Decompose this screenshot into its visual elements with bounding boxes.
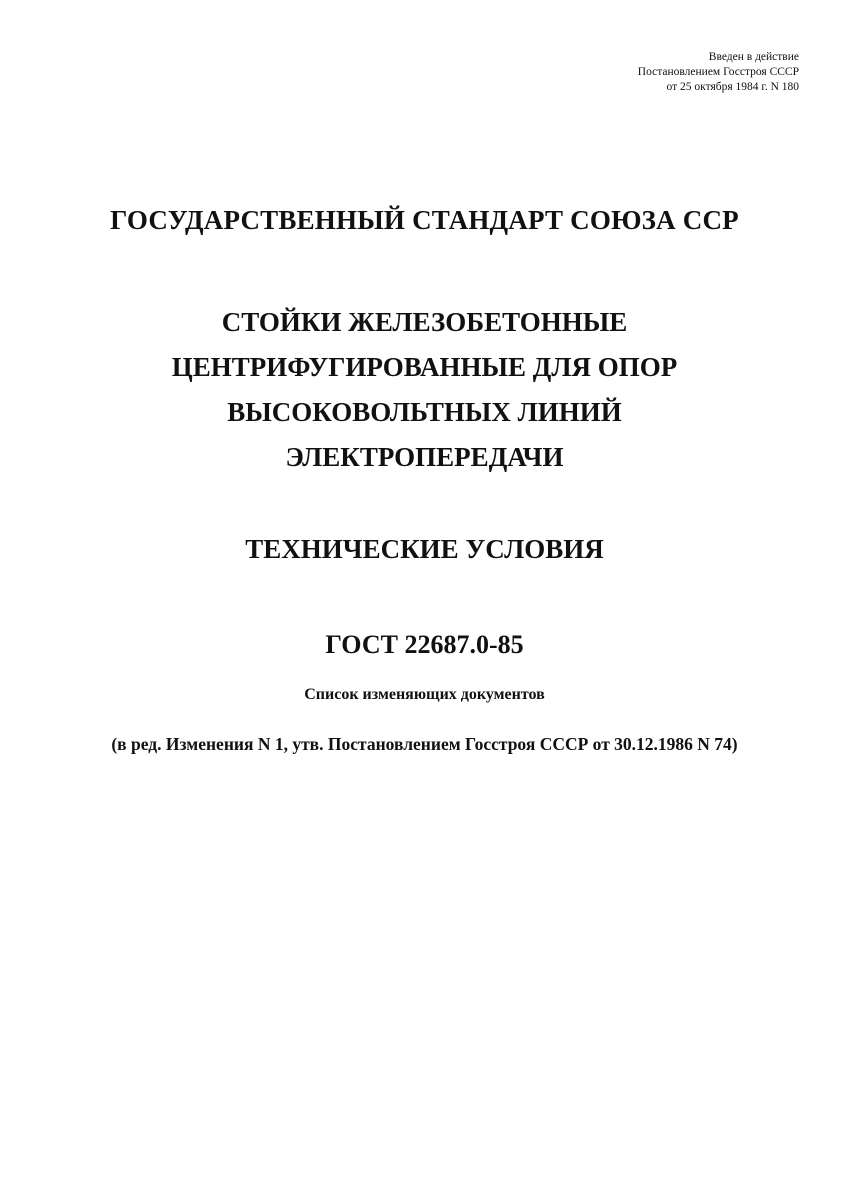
document-subtitle: ТЕХНИЧЕСКИЕ УСЛОВИЯ bbox=[245, 534, 604, 564]
changes-heading: Список изменяющих документов bbox=[304, 686, 545, 703]
enactment-line-1: Введен в действие bbox=[708, 51, 799, 63]
enactment-line-2: Постановлением Госстроя СССР bbox=[637, 66, 799, 78]
document-title-line-2: ЦЕНТРИФУГИРОВАННЫЕ ДЛЯ ОПОР bbox=[171, 352, 678, 382]
document-title-line-4: ЭЛЕКТРОПЕРЕДАЧИ bbox=[285, 442, 564, 472]
enactment-note bbox=[638, 50, 799, 95]
gost-number: ГОСТ 22687.0-85 bbox=[325, 630, 524, 659]
document-title bbox=[0, 300, 849, 480]
enactment-line-3: от 25 октября 1984 г. N 180 bbox=[666, 81, 799, 93]
document-title-line-3: ВЫСОКОВОЛЬТНЫХ ЛИНИЙ bbox=[227, 397, 622, 427]
document-title-line-1: СТОЙКИ ЖЕЛЕЗОБЕТОННЫЕ bbox=[221, 307, 628, 337]
changes-note: (в ред. Изменения N 1, утв. Постановлением Госстроя СССР от 30.12.1986 N 74) bbox=[111, 734, 738, 754]
standard-title: ГОСУДАРСТВЕННЫЙ СТАНДАРТ СОЮЗА ССР bbox=[110, 205, 739, 235]
